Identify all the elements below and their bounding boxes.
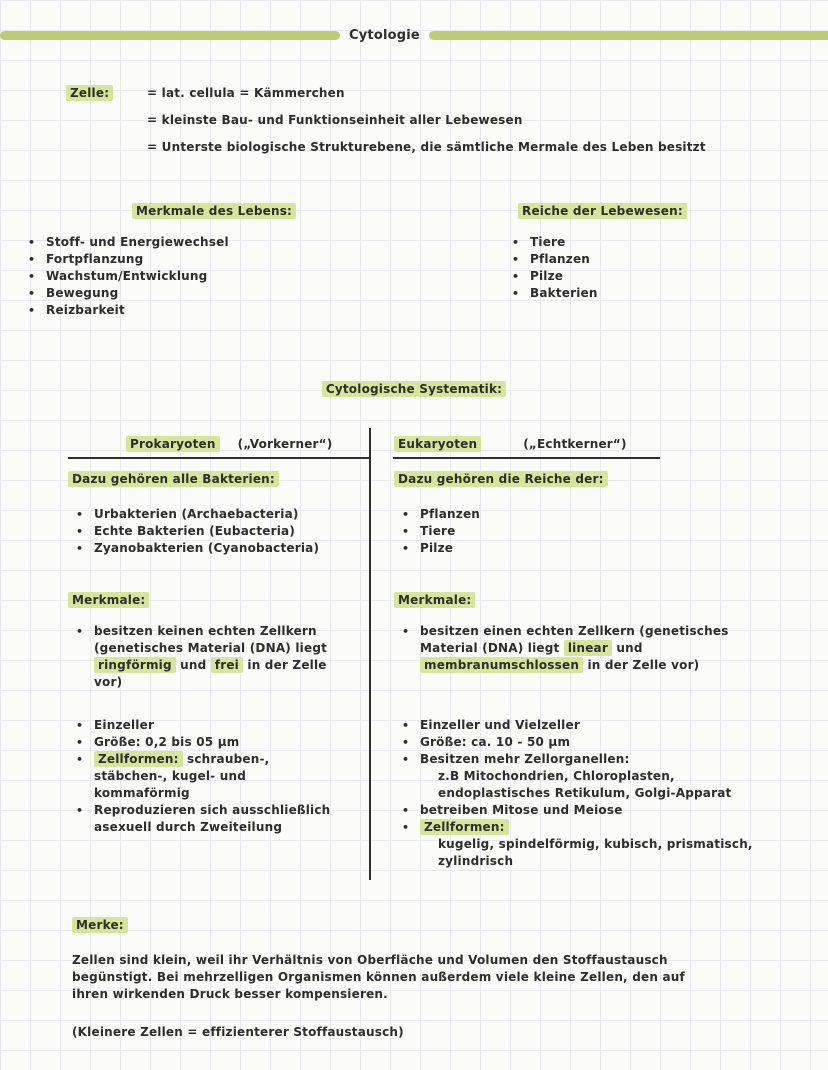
merke-heading-label: Merke: xyxy=(72,917,128,933)
systematics-heading xyxy=(0,382,828,396)
nucleus-text: in der Zelle vor) xyxy=(583,658,700,672)
merke-note: (Kleinere Zellen = effizienterer Stoffaustausch) xyxy=(72,1025,404,1039)
zellformen-label: Zellformen: xyxy=(420,819,509,835)
list-item: • Größe: 0,2 bis 05 µm xyxy=(68,734,336,751)
prokaryote-lead: Dazu gehören alle Bakterien: xyxy=(68,471,279,487)
prokaryote-nucleus-item xyxy=(68,623,330,691)
list-item xyxy=(394,819,814,836)
eukaryote-subtitle: („Echtkerner“) xyxy=(523,437,627,451)
definition-line: = kleinste Bau- und Funktionseinheit aller Lebewesen xyxy=(147,113,523,127)
nucleus-highlight: ringförmig xyxy=(94,657,176,673)
prokaryote-column-header xyxy=(126,436,332,452)
nucleus-text: und xyxy=(611,641,643,655)
list-item: • Tiere xyxy=(504,234,598,251)
nucleus-highlight: frei xyxy=(211,657,243,673)
prokaryote-types-list xyxy=(68,506,370,557)
kingdoms-heading xyxy=(518,204,687,218)
eukaryote-nucleus-item xyxy=(394,623,738,674)
definition-block xyxy=(66,86,706,167)
life-features-heading xyxy=(132,204,296,218)
eukaryote-merkmale-label: Merkmale: xyxy=(394,592,475,608)
prokaryote-merkmale-heading xyxy=(68,593,370,607)
merke-block xyxy=(72,918,762,1039)
nucleus-text: besitzen einen echten Zellkern (genetisches Material (DNA) liegt xyxy=(420,624,729,655)
eukaryote-lead: Dazu gehören die Reiche der: xyxy=(394,471,608,487)
list-item: • Bewegung xyxy=(20,285,229,302)
list-item: • Pilze xyxy=(504,268,598,285)
list-item: • Einzeller und Vielzeller xyxy=(394,717,814,734)
nucleus-text: in der Zelle vor) xyxy=(94,658,327,689)
definition-term-label: Zelle: xyxy=(66,85,113,101)
life-features-list xyxy=(20,234,229,319)
zellformen-label: Zellformen: xyxy=(94,751,183,767)
list-item: • Wachstum/Entwicklung xyxy=(20,268,229,285)
nucleus-highlight: linear xyxy=(564,640,612,656)
eukaryote-column-header xyxy=(394,436,627,452)
eukaryote-title: Eukaryoten xyxy=(394,436,481,452)
list-item: • Echte Bakterien (Eubacteria) xyxy=(68,523,370,540)
eukaryote-header-rule xyxy=(393,457,660,459)
nucleus-text: und xyxy=(175,658,211,672)
prokaryote-header-rule xyxy=(68,457,369,459)
list-subitem: endoplastisches Retikulum, Golgi-Apparat xyxy=(438,786,732,800)
life-features-heading-label: Merkmale des Lebens: xyxy=(132,203,296,219)
merke-text: Zellen sind klein, weil ihr Verhältnis von Oberfläche und Volumen den Stoffaustausch begünstigt. Bei mehrzelligen Organismen können außerdem viele kleine Zellen, den auf ihren wirkenden Druck besser kompensieren. xyxy=(72,953,685,1001)
prokaryote-column xyxy=(68,472,370,836)
list-item: • Besitzen mehr Zellorganellen: xyxy=(394,751,814,768)
prokaryote-merkmale-label: Merkmale: xyxy=(68,592,149,608)
list-item: • Pilze xyxy=(394,540,822,557)
merke-heading xyxy=(72,918,762,932)
list-item: • Fortpflanzung xyxy=(20,251,229,268)
list-item: • Stoff- und Energiewechsel xyxy=(20,234,229,251)
kingdoms-list xyxy=(504,234,598,302)
list-item: • betreiben Mitose und Meiose xyxy=(394,802,814,819)
kingdoms-heading-label: Reiche der Lebewesen: xyxy=(518,203,687,219)
list-subitem: z.B Mitochondrien, Chloroplasten, xyxy=(438,769,675,783)
zellformen-text: schrauben-, stäbchen-, kugel- und kommaförmig xyxy=(94,752,270,800)
banner-line-left xyxy=(0,31,340,40)
definition-term xyxy=(66,86,147,167)
list-item: • Pflanzen xyxy=(504,251,598,268)
list-item: • Reproduzieren sich ausschließlich asexuell durch Zweiteilung xyxy=(68,802,336,836)
prokaryote-title: Prokaryoten xyxy=(126,436,220,452)
nucleus-highlight: membranumschlossen xyxy=(420,657,583,673)
eukaryote-merkmale-heading xyxy=(394,593,822,607)
list-item xyxy=(68,751,336,802)
list-item: • Bakterien xyxy=(504,285,598,302)
list-item: • Tiere xyxy=(394,523,822,540)
list-item: • Einzeller xyxy=(68,717,336,734)
list-item: • Größe: ca. 10 - 50 µm xyxy=(394,734,814,751)
eukaryote-facts-list xyxy=(394,717,814,870)
definition-line: = Unterste biologische Strukturebene, die sämtliche Mermale des Leben besitzt xyxy=(147,140,706,154)
eukaryote-column xyxy=(394,472,822,870)
page-banner xyxy=(0,26,828,44)
list-item: • Zyanobakterien (Cyanobacteria) xyxy=(68,540,370,557)
definition-lines xyxy=(147,86,706,167)
list-item: • Reizbarkeit xyxy=(20,302,229,319)
list-subitem: kugelig, spindelförmig, kubisch, prismatisch, xyxy=(438,837,753,851)
page-title: Cytologie xyxy=(349,27,420,43)
nucleus-text: besitzen keinen echten Zellkern (genetisches Material (DNA) liegt xyxy=(94,624,328,655)
list-item: • Urbakterien (Archaebacteria) xyxy=(68,506,370,523)
prokaryote-subtitle: („Vorkerner“) xyxy=(237,437,333,451)
list-item: • Pflanzen xyxy=(394,506,822,523)
systematics-heading-label: Cytologische Systematik: xyxy=(322,381,506,397)
definition-line: = lat. cellula = Kämmerchen xyxy=(147,86,345,100)
eukaryote-reiche-list xyxy=(394,506,822,557)
list-subitem: zylindrisch xyxy=(438,854,514,868)
banner-line-right xyxy=(429,31,828,40)
prokaryote-facts-list xyxy=(68,717,336,836)
